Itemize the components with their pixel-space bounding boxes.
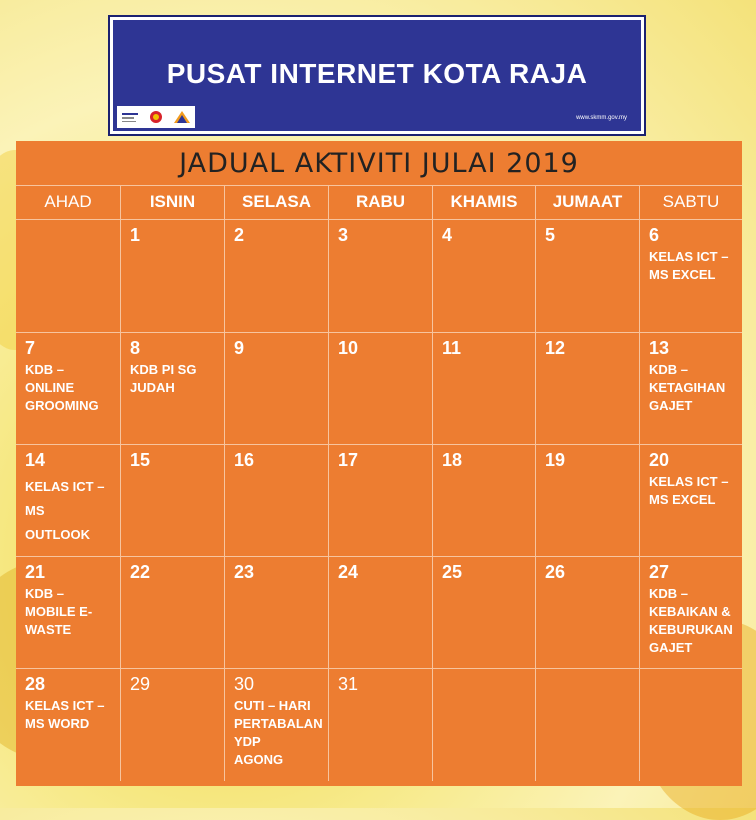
weekday-label: SELASA: [224, 186, 328, 220]
calendar-day-cell: [16, 444, 120, 556]
day-number: 21: [25, 562, 46, 582]
day-number: 13: [649, 338, 670, 358]
day-event: KDB – MOBILE E- WASTE: [25, 586, 93, 637]
day-number: 24: [338, 562, 359, 582]
calendar-day-cell: [639, 219, 742, 332]
calendar-day-cell: [224, 219, 328, 332]
day-number: 7: [25, 338, 36, 358]
calendar-day-cell: [328, 668, 432, 781]
day-number: 27: [649, 562, 670, 582]
day-number: 30: [234, 674, 255, 694]
calendar-day-cell: [120, 219, 224, 332]
calendar-day-cell: [535, 332, 639, 444]
day-number: 9: [234, 338, 245, 358]
day-number: 11: [442, 338, 462, 358]
calendar-sheet: [16, 141, 742, 786]
day-event: KDB PI SG JUDAH: [130, 362, 197, 395]
day-event: KELAS ICT – MS EXCEL: [649, 474, 729, 507]
banner-logos: [117, 106, 195, 128]
day-number: 8: [130, 338, 141, 358]
ministry-logo-icon: [121, 110, 139, 124]
calendar-day-cell: [328, 556, 432, 668]
day-number: 12: [545, 338, 566, 358]
calendar-day-cell: [639, 556, 742, 668]
day-number: 20: [649, 450, 670, 470]
day-event: KELAS ICT – MS EXCEL: [649, 249, 729, 282]
calendar-day-cell: [224, 444, 328, 556]
calendar-day-cell: [120, 332, 224, 444]
day-number: 19: [545, 450, 566, 470]
day-event: KELAS ICT – MS OUTLOOK: [25, 479, 105, 542]
calendar-title: JADUAL AKTIVITI JULAI 2019: [179, 148, 579, 179]
day-number: 22: [130, 562, 151, 582]
calendar-day-cell: [432, 219, 535, 332]
day-number: 26: [545, 562, 566, 582]
weekday-label: AHAD: [44, 192, 92, 211]
calendar-day-cell: [328, 444, 432, 556]
calendar-day-cell: [535, 556, 639, 668]
calendar-day-cell: [535, 668, 639, 781]
day-number: 29: [130, 674, 151, 694]
banner-title: PUSAT INTERNET KOTA RAJA: [166, 58, 588, 89]
calendar-day-cell: [16, 556, 120, 668]
calendar-day-cell: [639, 444, 742, 556]
day-event: KDB – ONLINE GROOMING: [25, 362, 99, 413]
calendar-day-cell: [432, 556, 535, 668]
calendar-day-cell: [432, 668, 535, 781]
calendar-day-cell: [224, 668, 328, 781]
day-number: 28: [25, 674, 46, 694]
day-number: 18: [442, 450, 463, 470]
calendar-day-cell: [328, 332, 432, 444]
day-number: 5: [545, 225, 556, 245]
weekday-label: SABTU: [639, 186, 742, 220]
day-number: 3: [338, 225, 349, 245]
day-number: 25: [442, 562, 463, 582]
day-number: 17: [338, 450, 359, 470]
calendar-day-cell: [16, 668, 120, 781]
calendar-day-cell: [16, 219, 120, 332]
calendar-day-cell: [432, 444, 535, 556]
calendar-day-cell: [16, 332, 120, 444]
skmm-logo-icon: [173, 110, 191, 124]
calendar-grid: [16, 219, 742, 781]
weekday-header: [16, 185, 742, 220]
day-number: 15: [130, 450, 151, 470]
calendar-day-cell: [535, 219, 639, 332]
emblem-logo-icon: [147, 110, 165, 124]
day-number: 4: [442, 225, 453, 245]
calendar-day-cell: [432, 332, 535, 444]
day-number: 2: [234, 225, 245, 245]
day-number: 16: [234, 450, 255, 470]
weekday-label: RABU: [328, 186, 432, 220]
weekday-label: JUMAAT: [535, 186, 639, 220]
banner-url: www.skmm.gov.my: [576, 115, 627, 121]
calendar-day-cell: [535, 444, 639, 556]
weekday-label: ISNIN: [120, 186, 224, 220]
day-event: KELAS ICT – MS WORD: [25, 698, 105, 731]
calendar-day-cell: [224, 332, 328, 444]
day-number: 14: [25, 450, 46, 470]
day-number: 1: [130, 225, 141, 245]
calendar-day-cell: [328, 219, 432, 332]
day-event: KDB – KEBAIKAN & KEBURUKAN GAJET: [649, 586, 733, 655]
header-banner: [110, 17, 644, 134]
calendar-day-cell: [639, 668, 742, 781]
day-number: 6: [649, 225, 660, 245]
day-number: 10: [338, 338, 359, 358]
calendar-day-cell: [224, 556, 328, 668]
day-event: CUTI – HARI PERTABALAN YDP AGONG: [234, 698, 323, 767]
weekday-label: KHAMIS: [432, 186, 535, 220]
calendar-day-cell: [120, 668, 224, 781]
day-number: 31: [338, 674, 359, 694]
calendar-day-cell: [120, 444, 224, 556]
calendar-day-cell: [120, 556, 224, 668]
day-event: KDB – KETAGIHAN GAJET: [649, 362, 726, 413]
calendar-day-cell: [639, 332, 742, 444]
day-number: 23: [234, 562, 255, 582]
